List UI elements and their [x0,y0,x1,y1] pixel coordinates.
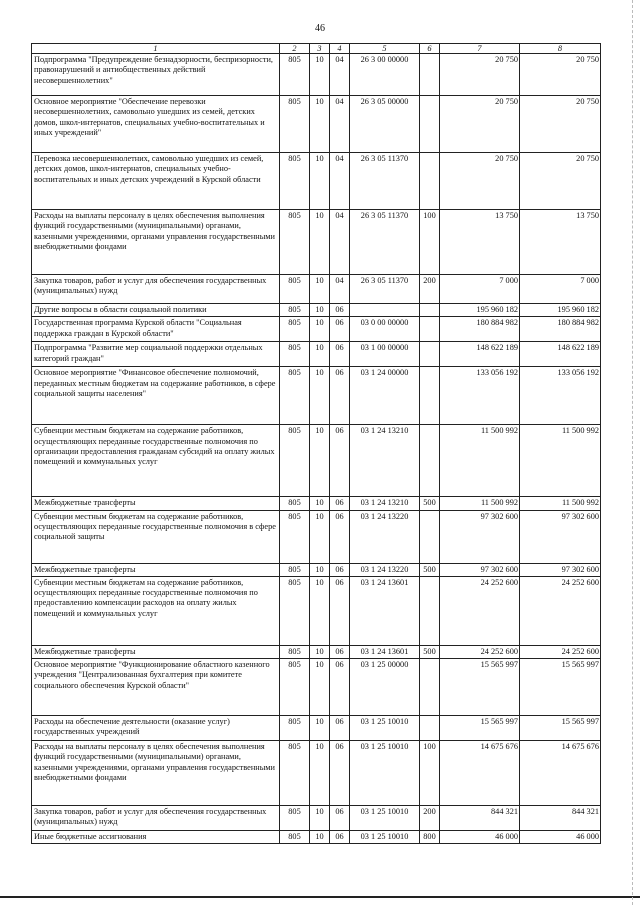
cell-expense-type: 100 [420,210,440,275]
column-number-row [32,44,601,54]
cell-subsection: 06 [330,425,350,497]
cell-subsection: 04 [330,96,350,153]
cell-amount-year2: 46 000 [520,831,601,844]
row-name: Закупка товаров, работ и услуг для обеспечения государственных (муниципальных) нужд [32,275,280,304]
cell-ministry: 805 [280,96,310,153]
row-name: Субвенции местным бюджетам на содержание работников, осуществляющих переданные государственные полномочия в сфере социальной защиты [32,510,280,563]
cell-expense-type [420,716,440,741]
cell-expense-type [420,54,440,96]
row-name: Межбюджетные трансферты [32,645,280,658]
cell-section: 10 [310,576,330,645]
table-row [32,741,601,806]
cell-subsection: 06 [330,576,350,645]
cell-expense-type: 500 [420,563,440,576]
cell-expense-type [420,96,440,153]
cell-amount-year1: 24 252 600 [440,576,520,645]
row-name: Другие вопросы в области социальной политики [32,304,280,317]
row-name: Основное мероприятие "Финансовое обеспечение полномочий, переданных местным бюджетам на содержание работников, в сфере социальной защиты населения" [32,367,280,425]
cell-target-article: 03 1 24 13210 [350,497,420,510]
cell-amount-year2: 844 321 [520,806,601,831]
cell-ministry: 805 [280,497,310,510]
row-name: Подпрограмма "Предупреждение безнадзорности, беспризорности, правонарушений и антиобщественных действий несовершеннолетних" [32,54,280,96]
cell-expense-type [420,659,440,716]
cell-amount-year1: 20 750 [440,96,520,153]
cell-section: 10 [310,425,330,497]
cell-target-article: 03 1 25 10010 [350,741,420,806]
cell-section: 10 [310,317,330,342]
column-header: 4 [330,44,350,54]
cell-target-article: 03 1 25 00000 [350,659,420,716]
cell-ministry: 805 [280,425,310,497]
cell-amount-year2: 24 252 600 [520,645,601,658]
cell-amount-year2: 7 000 [520,275,601,304]
table-row [32,716,601,741]
cell-ministry: 805 [280,367,310,425]
cell-amount-year1: 97 302 600 [440,563,520,576]
cell-ministry: 805 [280,510,310,563]
cell-amount-year1: 15 565 997 [440,716,520,741]
cell-subsection: 06 [330,716,350,741]
cell-section: 10 [310,342,330,367]
cell-section: 10 [310,741,330,806]
cell-amount-year1: 20 750 [440,54,520,96]
cell-amount-year1: 7 000 [440,275,520,304]
cell-subsection: 04 [330,275,350,304]
cell-subsection: 06 [330,317,350,342]
cell-expense-type [420,304,440,317]
cell-target-article: 03 1 24 13601 [350,645,420,658]
table-row [32,210,601,275]
row-name: Иные бюджетные ассигнования [32,831,280,844]
cell-target-article: 26 3 05 11370 [350,210,420,275]
page-bottom-rule [0,896,640,898]
table-row [32,153,601,210]
row-name: Расходы на выплаты персоналу в целях обеспечения выполнения функций государственными (муниципальными) органами, казенными учреждениями, органами управления государственными внебюджетными фондами [32,210,280,275]
budget-table [31,43,601,844]
cell-amount-year2: 11 500 992 [520,497,601,510]
cell-target-article: 03 1 25 10010 [350,806,420,831]
row-name: Основное мероприятие "Обеспечение перевозки несовершеннолетних, самовольно ушедших из семей, детских домов, школ-интернатов, специальных учебно-воспитательных и иных учреждений" [32,96,280,153]
column-header: 8 [520,44,601,54]
cell-amount-year2: 20 750 [520,153,601,210]
cell-amount-year1: 180 884 982 [440,317,520,342]
cell-amount-year2: 133 056 192 [520,367,601,425]
cell-expense-type: 500 [420,497,440,510]
column-header: 5 [350,44,420,54]
cell-ministry: 805 [280,831,310,844]
table-row [32,275,601,304]
cell-ministry: 805 [280,563,310,576]
cell-expense-type: 800 [420,831,440,844]
cell-ministry: 805 [280,645,310,658]
cell-section: 10 [310,96,330,153]
cell-section: 10 [310,275,330,304]
cell-amount-year1: 195 960 182 [440,304,520,317]
cell-subsection: 06 [330,659,350,716]
cell-target-article: 03 1 25 10010 [350,716,420,741]
cell-amount-year2: 97 302 600 [520,510,601,563]
cell-section: 10 [310,153,330,210]
cell-section: 10 [310,210,330,275]
cell-ministry: 805 [280,304,310,317]
cell-amount-year2: 20 750 [520,96,601,153]
cell-expense-type [420,367,440,425]
cell-expense-type [420,576,440,645]
row-name: Субвенции местным бюджетам на содержание работников, осуществляющих переданные государственные полномочия по организации предоставления гражданам субсидий на оплату жилых помещений и коммунальных услуг [32,425,280,497]
cell-amount-year2: 180 884 982 [520,317,601,342]
cell-ministry: 805 [280,210,310,275]
cell-subsection: 06 [330,304,350,317]
cell-expense-type: 200 [420,275,440,304]
row-name: Расходы на обеспечение деятельности (оказание услуг) государственных учреждений [32,716,280,741]
cell-subsection: 04 [330,54,350,96]
row-name: Государственная программа Курской области "Социальная поддержка граждан в Курской области" [32,317,280,342]
row-name: Перевозка несовершеннолетних, самовольно ушедших из семей, детских домов, школ-интернатов, специальных учебно-воспитательных и иных детских учреждений в Курской области [32,153,280,210]
cell-target-article: 03 1 25 10010 [350,831,420,844]
cell-expense-type [420,510,440,563]
cell-section: 10 [310,367,330,425]
cell-subsection: 06 [330,741,350,806]
cell-ministry: 805 [280,153,310,210]
cell-amount-year2: 15 565 997 [520,659,601,716]
cell-ministry: 805 [280,741,310,806]
table-row [32,367,601,425]
cell-section: 10 [310,54,330,96]
table-row [32,317,601,342]
cell-ministry: 805 [280,716,310,741]
column-header: 7 [440,44,520,54]
table-row [32,304,601,317]
cell-amount-year2: 11 500 992 [520,425,601,497]
cell-subsection: 06 [330,563,350,576]
table-row [32,510,601,563]
cell-amount-year2: 20 750 [520,54,601,96]
table-row [32,806,601,831]
cell-subsection: 04 [330,210,350,275]
cell-section: 10 [310,497,330,510]
cell-section: 10 [310,659,330,716]
cell-section: 10 [310,831,330,844]
cell-ministry: 805 [280,342,310,367]
cell-amount-year1: 20 750 [440,153,520,210]
row-name: Расходы на выплаты персоналу в целях обеспечения выполнения функций государственными (муниципальными) органами, казенными учреждениями, органами управления государственными внебюджетными фондами [32,741,280,806]
cell-amount-year1: 97 302 600 [440,510,520,563]
cell-target-article: 26 3 00 00000 [350,54,420,96]
cell-subsection: 06 [330,806,350,831]
cell-target-article: 03 0 00 00000 [350,317,420,342]
cell-amount-year1: 46 000 [440,831,520,844]
cell-amount-year2: 14 675 676 [520,741,601,806]
cell-amount-year2: 97 302 600 [520,563,601,576]
column-header: 2 [280,44,310,54]
cell-expense-type: 200 [420,806,440,831]
cell-target-article: 03 1 24 13220 [350,510,420,563]
cell-target-article: 03 1 24 00000 [350,367,420,425]
cell-target-article: 03 1 24 13210 [350,425,420,497]
cell-amount-year1: 11 500 992 [440,497,520,510]
cell-target-article: 26 3 05 00000 [350,96,420,153]
table-row [32,96,601,153]
cell-expense-type [420,342,440,367]
cell-subsection: 06 [330,497,350,510]
column-header: 3 [310,44,330,54]
table-row [32,342,601,367]
cell-subsection: 06 [330,645,350,658]
cell-amount-year1: 11 500 992 [440,425,520,497]
cell-section: 10 [310,645,330,658]
cell-target-article: 03 1 24 13601 [350,576,420,645]
scan-edge-line [632,0,633,905]
table-row [32,425,601,497]
cell-ministry: 805 [280,54,310,96]
table-row [32,659,601,716]
cell-amount-year1: 148 622 189 [440,342,520,367]
cell-target-article: 26 3 05 11370 [350,153,420,210]
table-row [32,831,601,844]
row-name: Закупка товаров, работ и услуг для обеспечения государственных (муниципальных) нужд [32,806,280,831]
cell-ministry: 805 [280,275,310,304]
cell-ministry: 805 [280,806,310,831]
cell-amount-year2: 24 252 600 [520,576,601,645]
row-name: Межбюджетные трансферты [32,563,280,576]
table-row [32,645,601,658]
cell-amount-year2: 195 960 182 [520,304,601,317]
column-header: 6 [420,44,440,54]
cell-amount-year1: 844 321 [440,806,520,831]
cell-expense-type: 100 [420,741,440,806]
table-row [32,497,601,510]
cell-amount-year1: 24 252 600 [440,645,520,658]
table-row [32,576,601,645]
cell-subsection: 06 [330,367,350,425]
column-header: 1 [32,44,280,54]
cell-amount-year1: 133 056 192 [440,367,520,425]
cell-target-article: 26 3 05 11370 [350,275,420,304]
cell-amount-year2: 13 750 [520,210,601,275]
row-name: Подпрограмма "Развитие мер социальной поддержки отдельных категорий граждан" [32,342,280,367]
table-row [32,54,601,96]
cell-expense-type [420,317,440,342]
cell-section: 10 [310,563,330,576]
row-name: Основное мероприятие "Функционирование областного казенного учреждения "Централизованная бухгалтерия при комитете социального обеспечения Курской области" [32,659,280,716]
cell-section: 10 [310,716,330,741]
cell-subsection: 06 [330,831,350,844]
cell-ministry: 805 [280,317,310,342]
cell-target-article: 03 1 24 13220 [350,563,420,576]
cell-subsection: 06 [330,342,350,367]
cell-target-article: 03 1 00 00000 [350,342,420,367]
cell-amount-year1: 15 565 997 [440,659,520,716]
cell-amount-year2: 15 565 997 [520,716,601,741]
cell-target-article [350,304,420,317]
row-name: Межбюджетные трансферты [32,497,280,510]
cell-section: 10 [310,510,330,563]
cell-expense-type: 500 [420,645,440,658]
cell-subsection: 04 [330,153,350,210]
cell-ministry: 805 [280,659,310,716]
table-row [32,563,601,576]
cell-expense-type [420,153,440,210]
cell-section: 10 [310,304,330,317]
cell-amount-year2: 148 622 189 [520,342,601,367]
row-name: Субвенции местным бюджетам на содержание работников, осуществляющих переданные государственные полномочия по предоставлению компенсации расходов на оплату жилых помещений и коммунальных услуг [32,576,280,645]
page-number: 46 [315,23,325,34]
cell-amount-year1: 13 750 [440,210,520,275]
cell-subsection: 06 [330,510,350,563]
cell-section: 10 [310,806,330,831]
cell-amount-year1: 14 675 676 [440,741,520,806]
cell-expense-type [420,425,440,497]
cell-ministry: 805 [280,576,310,645]
